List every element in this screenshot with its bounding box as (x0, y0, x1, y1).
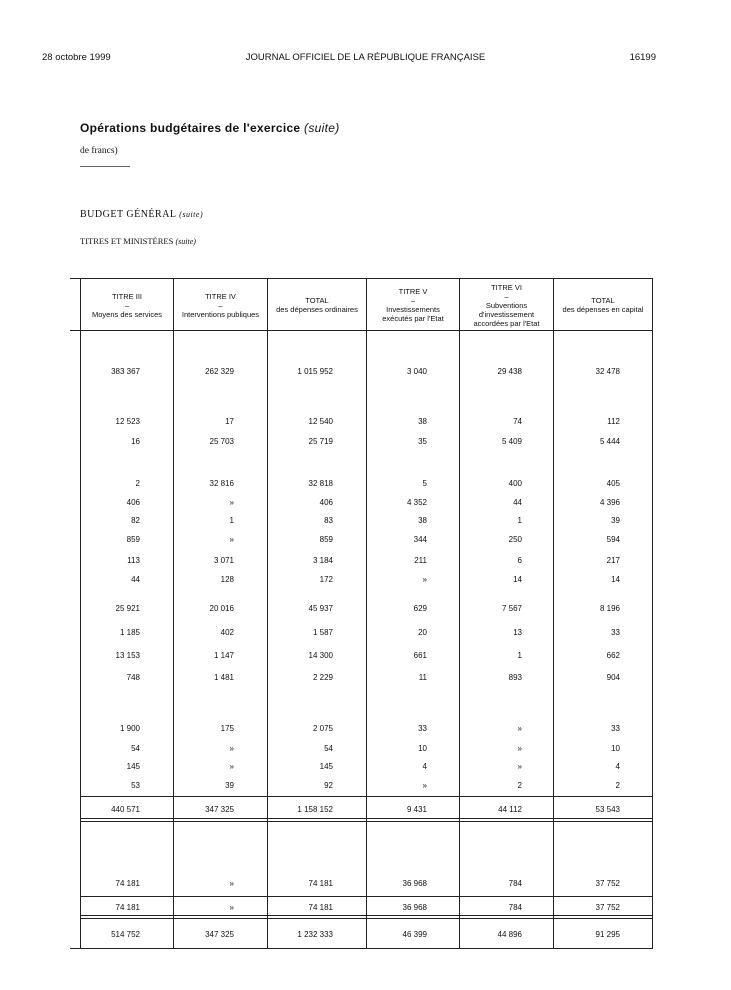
table-cell: 83 (324, 516, 333, 525)
table-cell: 3 040 (406, 367, 427, 376)
table-cell: 748 (126, 673, 140, 682)
table-cell: 14 300 (308, 651, 333, 660)
table-top-rule (70, 278, 652, 279)
table-cell: 2 075 (312, 724, 333, 733)
table-cell: 39 (225, 781, 234, 790)
table-cell: 33 (611, 724, 620, 733)
column-header-line: – (218, 300, 223, 310)
table-cell: » (517, 724, 522, 733)
table-cell: 262 329 (205, 367, 234, 376)
column-header-line: – (410, 296, 416, 305)
table-cell: 14 (513, 575, 522, 584)
table-cell: 402 (220, 628, 234, 637)
table-cell: 39 (611, 516, 620, 525)
table-cell: 53 543 (595, 805, 620, 814)
column-header-line: TITRE III (112, 291, 142, 301)
table-bottom-rule (70, 948, 652, 949)
column-header-titre-v (367, 280, 459, 330)
column-header-line: TITRE VI (491, 282, 522, 292)
table-cell: 859 (319, 535, 333, 544)
table-cell: 38 (418, 417, 427, 426)
table-cell: 1 (229, 516, 234, 525)
table-cell: 4 396 (599, 498, 620, 507)
table-cell: 32 818 (308, 479, 333, 488)
table-cell: 74 181 (308, 879, 333, 888)
section-title-text: Opérations budgétaires de l'exercice (80, 121, 301, 135)
column-header-line: Investissements (386, 305, 440, 314)
table-cell: 217 (606, 556, 620, 565)
table-cell: 20 016 (209, 604, 234, 613)
column-header-line: Moyens des services (91, 309, 163, 319)
table-cell: 32 816 (209, 479, 234, 488)
table-cell: 17 (225, 417, 234, 426)
column-header-line: TOTAL (591, 296, 615, 305)
table-cell: 400 (508, 479, 522, 488)
table-cell: 9 431 (406, 805, 427, 814)
table-cell: 92 (324, 781, 333, 790)
table-cell: 33 (418, 724, 427, 733)
table-cell: 44 896 (497, 930, 522, 939)
table-cell: 54 (131, 744, 140, 753)
table-cell: 25 703 (209, 437, 234, 446)
table-cell: » (517, 744, 522, 753)
column-header-line: TOTAL (305, 296, 329, 305)
column-header-line: des dépenses ordinaires (276, 305, 358, 314)
table-cell: 5 (422, 479, 427, 488)
table-cell: 440 571 (111, 805, 140, 814)
column-header-titre-iv (174, 280, 267, 330)
table-cell: » (229, 535, 234, 544)
table-cell: 594 (606, 535, 620, 544)
table-cell: 44 112 (498, 805, 522, 814)
table-cell: 629 (413, 604, 427, 613)
column-rule (553, 278, 554, 949)
table-cell: 38 (418, 516, 427, 525)
table-cell: 53 (131, 781, 140, 790)
unit-note: de francs) (80, 146, 118, 156)
table-header-rule (70, 330, 652, 331)
column-header-line: TITRE V (398, 287, 428, 296)
table-cell: » (422, 781, 427, 790)
column-header-line: des dépenses en capital (562, 305, 644, 314)
table-cell: 1 (517, 651, 522, 660)
column-header-line: exécutés par l'Etat (382, 314, 444, 323)
table-cell: 5 444 (599, 437, 620, 446)
table-cell: 172 (319, 575, 333, 584)
table-cell: » (422, 575, 427, 584)
table-cell: 91 295 (595, 930, 620, 939)
table-cell: 175 (220, 724, 234, 733)
table-cell: 32 478 (595, 367, 620, 376)
table-cell: 250 (508, 535, 522, 544)
table-cell: 74 181 (115, 879, 140, 888)
table-cell: 29 438 (497, 367, 522, 376)
section-title-suffix: (suite) (304, 121, 340, 135)
table-cell: 661 (413, 651, 427, 660)
table-cell: 1 185 (119, 628, 140, 637)
table-cell: 74 (513, 417, 522, 426)
table-cell: 406 (319, 498, 333, 507)
column-rule (173, 278, 174, 949)
table-cell: » (229, 498, 234, 507)
table-cell: 6 (517, 556, 522, 565)
column-rule (459, 278, 460, 949)
column-header-titre-vi (460, 280, 553, 330)
table-cell: 1 147 (213, 651, 234, 660)
header-page-number: 16199 (629, 52, 656, 63)
table-cell: 128 (220, 575, 234, 584)
column-header-line: TITRE IV (205, 291, 236, 301)
table-cell: 12 540 (308, 417, 333, 426)
table-cell: » (517, 762, 522, 771)
table-cell: 13 153 (115, 651, 140, 660)
table-cell: 1 481 (213, 673, 234, 682)
table-cell: 1 015 952 (297, 367, 333, 376)
column-rule (80, 278, 81, 949)
table-cell: 11 (418, 673, 427, 682)
table-cell: 344 (413, 535, 427, 544)
table-cell: 405 (606, 479, 620, 488)
column-header-line: – (504, 291, 509, 301)
column-rule (652, 278, 653, 949)
table-cell: 35 (418, 437, 427, 446)
table-cell: 406 (126, 498, 140, 507)
table-cell: 46 399 (402, 930, 427, 939)
table-cell: 82 (131, 516, 140, 525)
column-rule (267, 278, 268, 949)
table-cell: 1 232 333 (297, 930, 333, 939)
titres-heading-suffix: (suite) (175, 237, 196, 246)
column-header-line: – (124, 300, 130, 310)
table-cell: 44 (513, 498, 522, 507)
table-cell: 13 (513, 628, 522, 637)
table-cell: 10 (418, 744, 427, 753)
table-cell: 2 (517, 781, 522, 790)
table-cell: 4 352 (406, 498, 427, 507)
column-header-line: Subventions d'investissement (478, 300, 535, 319)
budget-heading-suffix: (suite) (179, 210, 204, 219)
table-cell: 37 752 (595, 879, 620, 888)
table-cell: 74 181 (115, 903, 140, 912)
table-cell: 3 071 (213, 556, 234, 565)
column-header-titre-iii (81, 280, 173, 330)
table-cell: 784 (508, 879, 522, 888)
table-cell: 2 (615, 781, 620, 790)
column-header-line: accordées par l'Etat (473, 318, 540, 328)
table-cell: 16 (131, 437, 140, 446)
table-cell: » (229, 879, 234, 888)
table-cell: 893 (508, 673, 522, 682)
table-cell: 112 (607, 417, 620, 426)
table-cell: 1 158 152 (297, 805, 333, 814)
table-cell: 514 752 (111, 930, 140, 939)
table-cell: 1 587 (312, 628, 333, 637)
table-cell: » (229, 903, 234, 912)
table-cell: 3 184 (312, 556, 333, 565)
table-cell: 211 (414, 556, 427, 565)
table-cell: 113 (127, 556, 140, 565)
table-cell: 1 (517, 516, 522, 525)
table-cell: 25 921 (115, 604, 140, 613)
table-cell: 4 (615, 762, 620, 771)
table-cell: 5 409 (501, 437, 522, 446)
table-cell: 859 (126, 535, 140, 544)
titres-heading-text: TITRES ET MINISTÈRES (80, 236, 174, 246)
table-cell: 2 (135, 479, 140, 488)
table-cell: 20 (418, 628, 427, 637)
table-cell: 14 (611, 575, 620, 584)
table-cell: 2 229 (312, 673, 333, 682)
table-cell: 662 (606, 651, 620, 660)
table-cell: 25 719 (308, 437, 333, 446)
table-cell: 347 325 (205, 805, 234, 814)
header-journal-title: JOURNAL OFFICIEL DE LA RÉPUBLIQUE FRANÇAISE (245, 52, 486, 63)
table-cell: 383 367 (111, 367, 140, 376)
column-rule (366, 278, 367, 949)
table-cell: 74 181 (308, 903, 333, 912)
table-cell: 33 (611, 628, 620, 637)
table-cell: 145 (126, 762, 140, 771)
column-header-total-capital (554, 280, 652, 330)
table-cell: 37 752 (595, 903, 620, 912)
table-cell: 10 (611, 744, 620, 753)
table-cell: 54 (324, 744, 333, 753)
table-cell: 36 968 (402, 903, 427, 912)
table-cell: 7 567 (501, 604, 522, 613)
table-cell: 36 968 (402, 879, 427, 888)
table-cell: 4 (422, 762, 427, 771)
table-cell: 1 900 (119, 724, 140, 733)
table-cell: 145 (319, 762, 333, 771)
table-cell: 784 (508, 903, 522, 912)
table-cell: » (229, 744, 234, 753)
budget-heading-text: BUDGET GÉNÉRAL (80, 209, 177, 220)
header-date: 28 octobre 1999 (42, 52, 111, 63)
column-header-line: Interventions publiques (181, 309, 260, 319)
table-cell: 45 937 (308, 604, 333, 613)
table-cell: » (229, 762, 234, 771)
table-cell: 44 (131, 575, 140, 584)
table-cell: 8 196 (599, 604, 620, 613)
column-header-total-ordinaires (268, 280, 366, 330)
table-cell: 904 (606, 673, 620, 682)
table-cell: 347 325 (205, 930, 234, 939)
table-cell: 12 523 (115, 417, 140, 426)
